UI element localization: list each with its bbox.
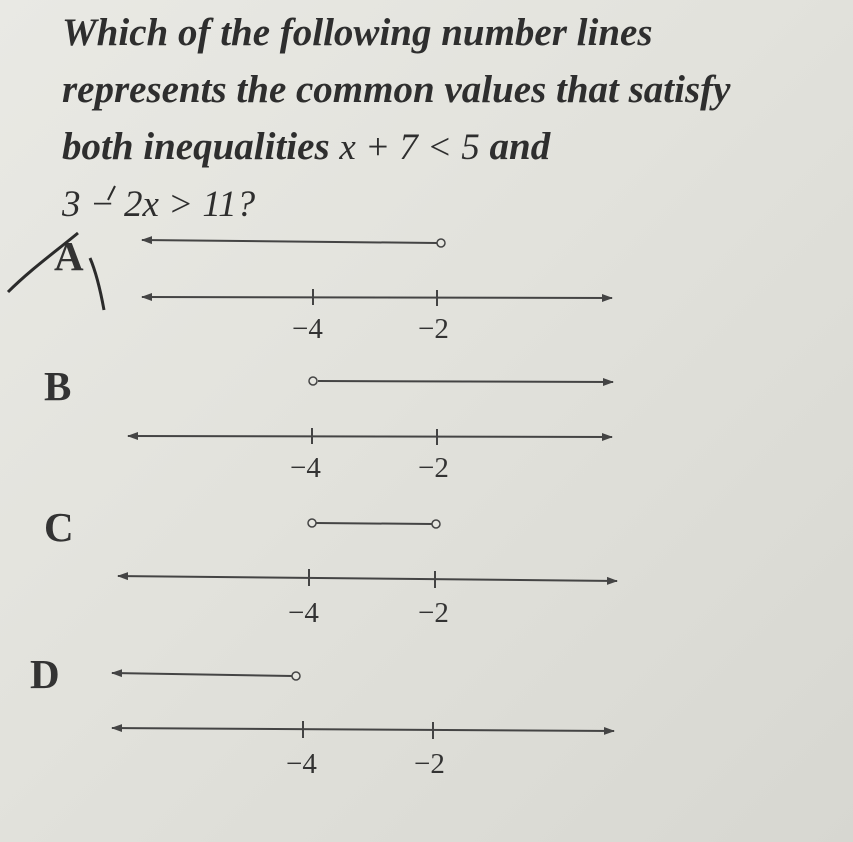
option-c-graph-segment xyxy=(316,523,432,524)
option-c-axis xyxy=(118,576,617,581)
option-a-number-line xyxy=(142,289,612,306)
question-line-3-text: both inequalities xyxy=(62,125,330,168)
option-a-tick-label-neg4: −4 xyxy=(292,313,323,345)
option-a-tick-label-neg2: −2 xyxy=(418,313,449,345)
option-d-open-circle xyxy=(292,672,300,680)
option-a-graph-ray xyxy=(142,240,437,243)
option-d-graph-ray xyxy=(112,673,292,676)
option-b-label[interactable]: B xyxy=(44,363,72,409)
option-a-label[interactable]: A xyxy=(54,233,84,279)
option-c-number-line xyxy=(118,569,617,588)
question-line-1: Which of the following number lines xyxy=(62,11,653,54)
option-c-tick-label-neg2: −2 xyxy=(418,597,449,629)
option-d-number-line xyxy=(112,721,614,739)
option-d-axis xyxy=(112,728,614,731)
option-b-graph-ray xyxy=(318,381,613,382)
option-a-graph xyxy=(142,239,445,247)
option-b-tick-label-neg2: −2 xyxy=(418,452,449,484)
option-c-open-circle-left xyxy=(308,519,316,527)
option-d-graph xyxy=(112,672,300,680)
option-d-tick-label-neg2: −2 xyxy=(414,748,445,780)
option-a-axis xyxy=(142,297,612,298)
option-c-tick-label-neg4: −4 xyxy=(288,597,319,629)
option-b-open-circle xyxy=(309,377,317,385)
option-b-graph xyxy=(309,377,613,385)
option-d-label[interactable]: D xyxy=(30,651,60,697)
option-c-open-circle-right xyxy=(432,520,440,528)
question-line-2: represents the common values that satisfy xyxy=(62,68,731,111)
option-c-label[interactable]: C xyxy=(44,504,74,550)
inequality-2: 3 − 2x > 11? xyxy=(62,184,256,225)
and-word: and xyxy=(489,125,551,168)
option-b-number-line xyxy=(128,428,612,445)
pen-mark-stroke-1 xyxy=(8,233,78,292)
option-a-open-circle xyxy=(437,239,445,247)
option-b-tick-label-neg4: −4 xyxy=(290,452,321,484)
pen-mark-stroke-3 xyxy=(108,186,115,200)
inequality-1: x + 7 < 5 xyxy=(339,127,480,168)
option-d-tick-label-neg4: −4 xyxy=(286,748,317,780)
option-c-graph xyxy=(308,519,440,528)
pen-mark-stroke-2 xyxy=(90,258,104,310)
option-b-axis xyxy=(128,436,612,437)
